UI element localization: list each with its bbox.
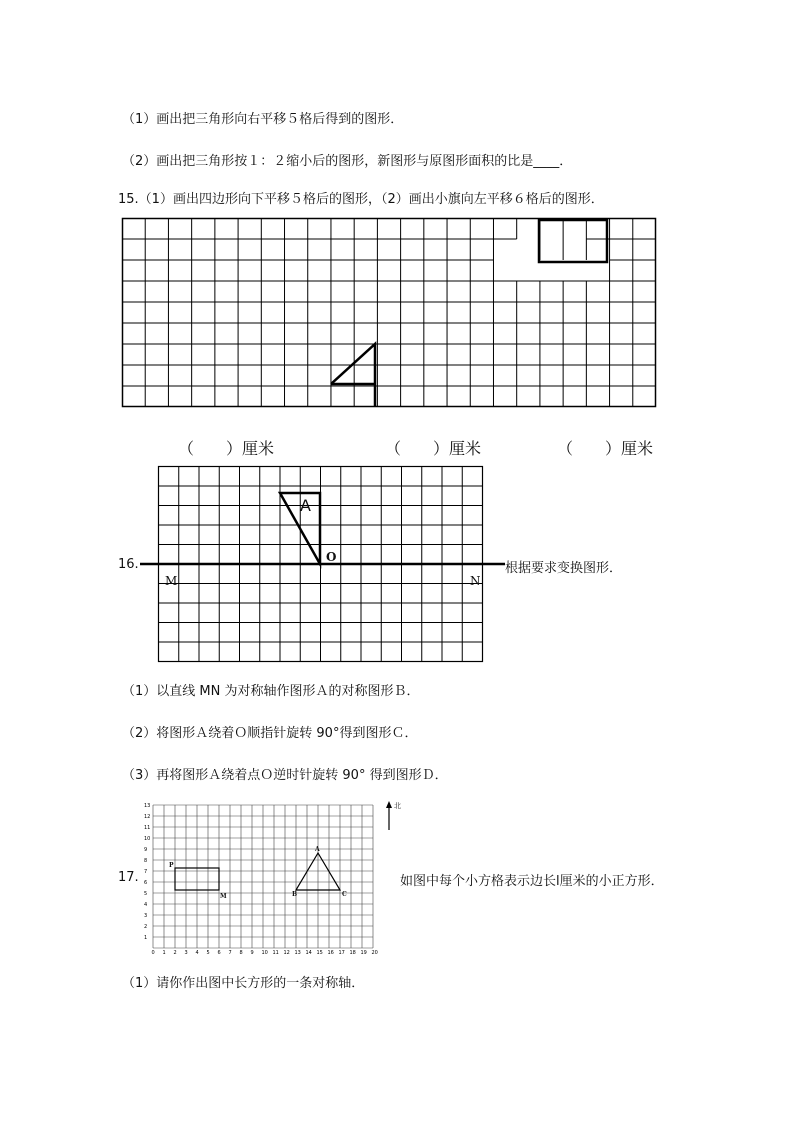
q16-number: 16.: [118, 557, 139, 572]
y-tick-label: 6: [144, 880, 148, 886]
y-tick-label: 10: [144, 836, 151, 842]
x-tick-label: 9: [250, 950, 254, 956]
flag: [331, 344, 375, 406]
x-tick-label: 4: [195, 950, 199, 956]
q17-label-a: A: [315, 846, 320, 853]
y-tick-label: 5: [144, 891, 148, 897]
x-tick-label: 7: [228, 950, 232, 956]
y-tick-label: 3: [144, 913, 148, 919]
q17-tail: 如图中每个小方格表示边长l厘米的小正方形．: [400, 874, 664, 889]
x-tick-label: 18: [349, 950, 356, 956]
x-tick-label: 6: [217, 950, 221, 956]
x-tick-label: 10: [261, 950, 268, 956]
q16-sub1: （1）以直线 MN 为对称轴作图形Ａ的对称图形Ｂ．: [122, 684, 420, 699]
q17-number: 17.: [118, 870, 139, 885]
q17-label-p: P: [169, 862, 174, 869]
x-tick-label: 5: [206, 950, 210, 956]
q14-sub2: （2）画出把三角形按１：２缩小后的图形，新图形与原图形面积的比是____．: [122, 154, 573, 169]
x-tick-label: 1: [162, 950, 166, 956]
y-tick-label: 1: [144, 935, 148, 941]
x-tick-label: 13: [294, 950, 301, 956]
y-tick-label: 11: [144, 825, 151, 831]
q16-label-o: O: [326, 550, 337, 564]
x-tick-label: 20: [371, 950, 378, 956]
q17-label-c: C: [342, 891, 347, 898]
x-tick-label: 15: [316, 950, 323, 956]
q17-north-label: 北: [394, 802, 401, 810]
y-tick-label: 9: [144, 847, 148, 853]
q16-label-a: A: [300, 496, 311, 515]
x-tick-label: 17: [338, 950, 345, 956]
quadrilateral: [539, 220, 607, 262]
q17-sub1: （1）请你作出图中长方形的一条对称轴．: [122, 976, 365, 991]
q16-tail: 根据要求变换图形．: [505, 561, 623, 576]
y-tick-label: 7: [144, 869, 148, 875]
ruler-blank-1: （ ）厘米: [178, 439, 275, 458]
y-tick-label: 2: [144, 924, 148, 930]
q15-stem: 15.（1）画出四边形向下平移５格后的图形，（2）画出小旗向左平移６格后的图形．: [118, 192, 604, 207]
ruler-blank-2: （ ）厘米: [385, 439, 482, 458]
q17-grid: [142, 800, 392, 960]
q17-label-m: M: [220, 893, 227, 900]
q16-label-m: M: [165, 574, 178, 588]
x-tick-label: 11: [272, 950, 279, 956]
x-tick-label: 19: [360, 950, 367, 956]
y-tick-label: 13: [144, 803, 151, 809]
x-tick-label: 8: [239, 950, 243, 956]
q16-sub3: （3）再将图形Ａ绕着点Ｏ逆时针旋转 90° 得到图形Ｄ．: [122, 768, 448, 783]
x-tick-label: 0: [151, 950, 155, 956]
q16-grid: [140, 466, 505, 663]
x-tick-label: 16: [327, 950, 334, 956]
x-tick-label: 12: [283, 950, 290, 956]
ruler-blank-3: （ ）厘米: [557, 439, 654, 458]
y-tick-label: 12: [144, 814, 151, 820]
y-tick-label: 8: [144, 858, 148, 864]
x-tick-label: 3: [184, 950, 188, 956]
q15-grid: [122, 218, 657, 408]
q14-sub1: （1）画出把三角形向右平移５格后得到的图形．: [122, 112, 404, 127]
q17-label-b: B: [292, 891, 298, 898]
x-tick-label: 2: [173, 950, 177, 956]
q16-sub2: （2）将图形Ａ绕着Ｏ顺指针旋转 90°得到图形Ｃ．: [122, 726, 418, 741]
y-tick-label: 4: [144, 902, 148, 908]
q16-label-n: N: [470, 574, 481, 588]
x-tick-label: 14: [305, 950, 312, 956]
